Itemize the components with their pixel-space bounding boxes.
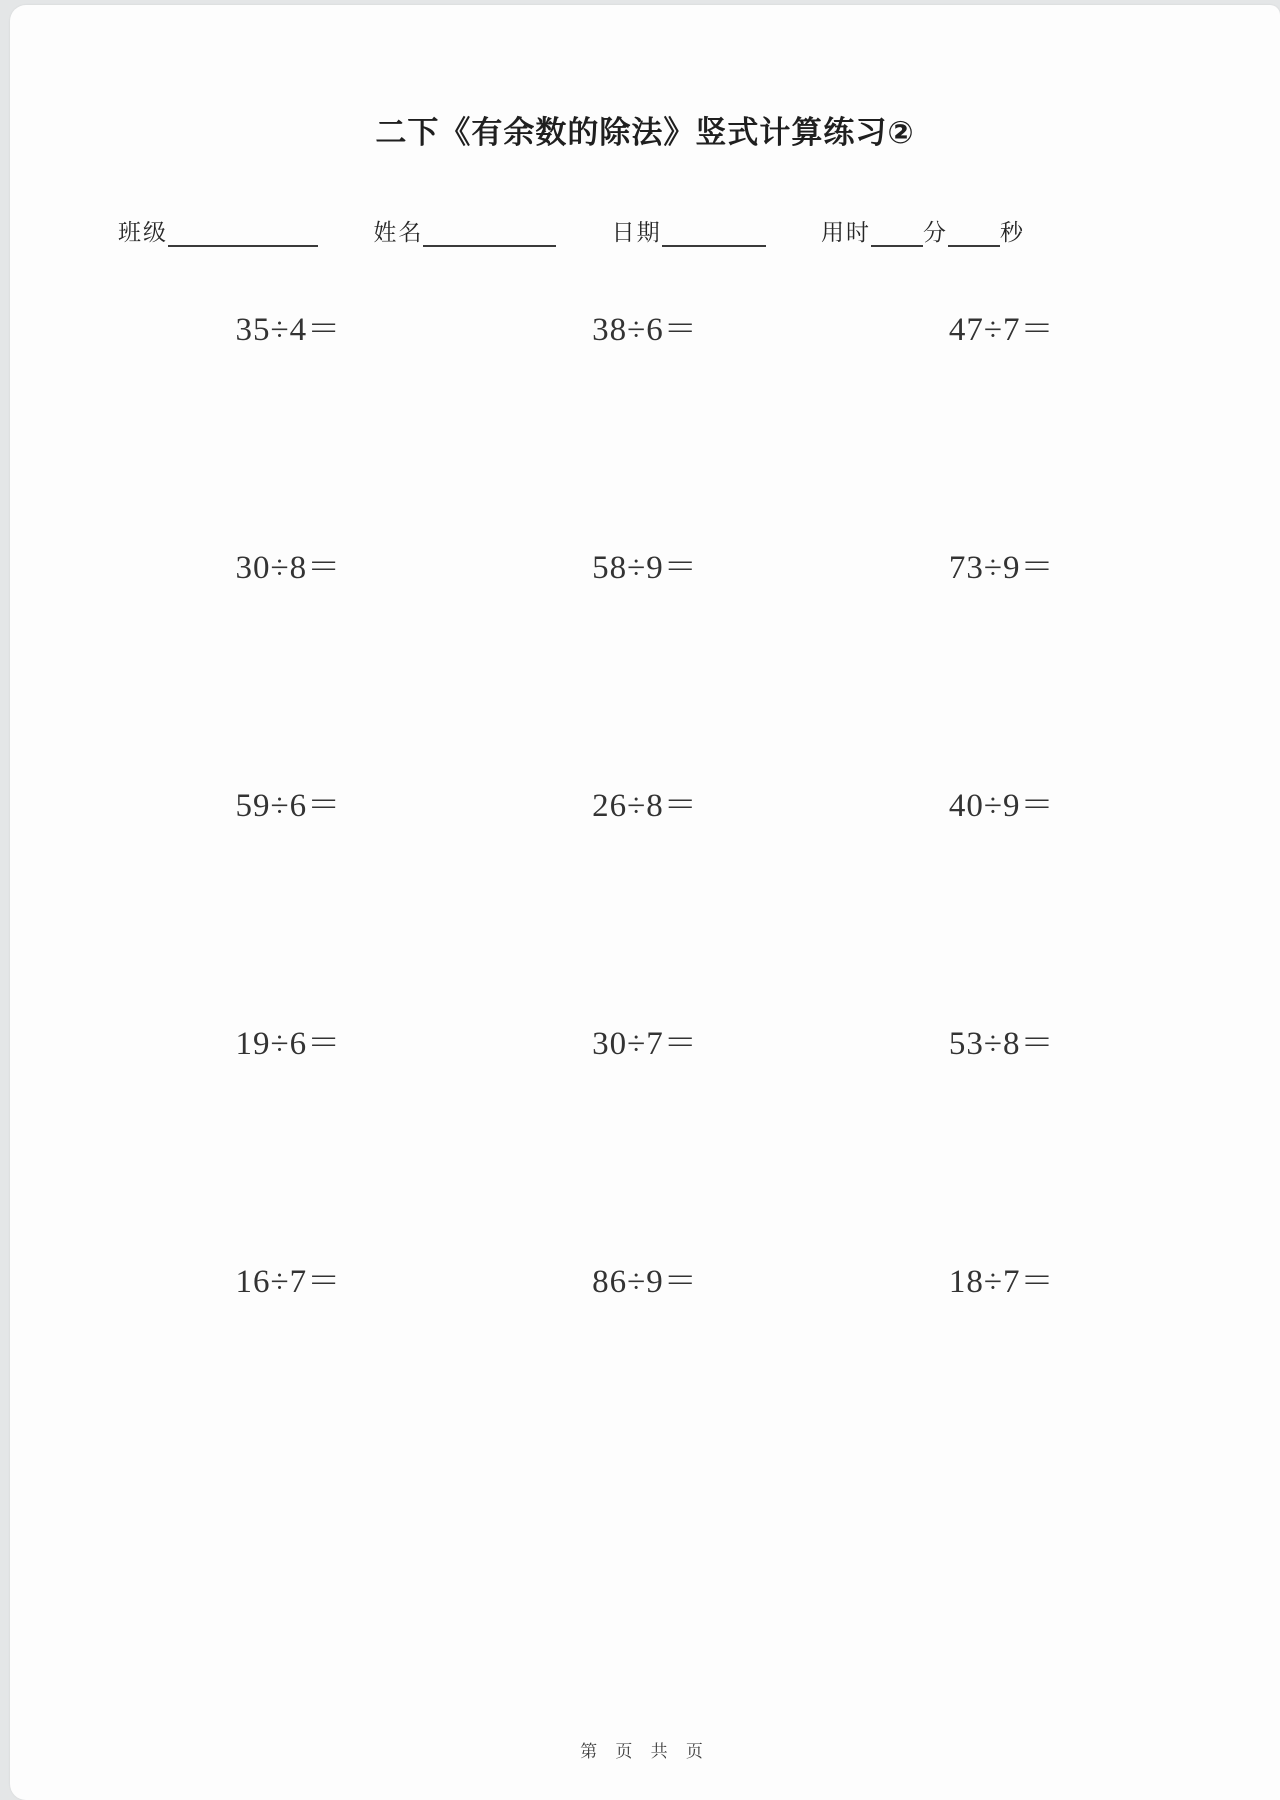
problem-row bbox=[110, 541, 1180, 779]
class-field bbox=[118, 214, 318, 247]
name-blank-line bbox=[423, 221, 556, 247]
problems-grid bbox=[110, 303, 1180, 1493]
time-label: 用时 bbox=[820, 220, 871, 245]
problem-row bbox=[110, 303, 1180, 541]
name-label: 姓名 bbox=[373, 220, 424, 245]
minutes-unit-label: 分 bbox=[922, 220, 948, 245]
worksheet-page bbox=[10, 5, 1280, 1800]
problem: 59÷6＝ bbox=[235, 788, 342, 824]
name-field bbox=[373, 214, 556, 247]
problem: 47÷7＝ bbox=[948, 312, 1055, 348]
problem: 18÷7＝ bbox=[948, 1264, 1055, 1300]
time-minutes-blank-line bbox=[871, 221, 923, 247]
problem-row bbox=[110, 1255, 1180, 1493]
problem: 19÷6＝ bbox=[235, 1026, 342, 1062]
problem-row bbox=[110, 779, 1180, 1017]
problem: 58÷9＝ bbox=[592, 550, 698, 586]
date-field bbox=[612, 214, 766, 247]
problem: 53÷8＝ bbox=[948, 1026, 1055, 1062]
problem: 35÷4＝ bbox=[235, 312, 342, 348]
student-info-row bbox=[118, 214, 1025, 247]
problem: 40÷9＝ bbox=[948, 788, 1055, 824]
problem-row bbox=[110, 1017, 1180, 1255]
time-seconds-blank-line bbox=[948, 221, 1000, 247]
problem: 73÷9＝ bbox=[948, 550, 1055, 586]
class-label: 班级 bbox=[118, 220, 168, 245]
class-blank-line bbox=[168, 221, 318, 247]
problem: 86÷9＝ bbox=[592, 1264, 698, 1300]
problem: 38÷6＝ bbox=[592, 312, 698, 348]
page-footer: 第 页 共 页 bbox=[580, 1742, 710, 1761]
problem: 16÷7＝ bbox=[235, 1264, 342, 1300]
date-label: 日期 bbox=[611, 220, 662, 245]
time-field bbox=[821, 214, 1025, 247]
problem: 30÷7＝ bbox=[592, 1026, 698, 1062]
page-title: 二下《有余数的除法》竖式计算练习② bbox=[375, 115, 915, 150]
seconds-unit-label: 秒 bbox=[999, 220, 1025, 245]
problem: 26÷8＝ bbox=[592, 788, 698, 824]
problem: 30÷8＝ bbox=[235, 550, 342, 586]
date-blank-line bbox=[662, 221, 766, 247]
